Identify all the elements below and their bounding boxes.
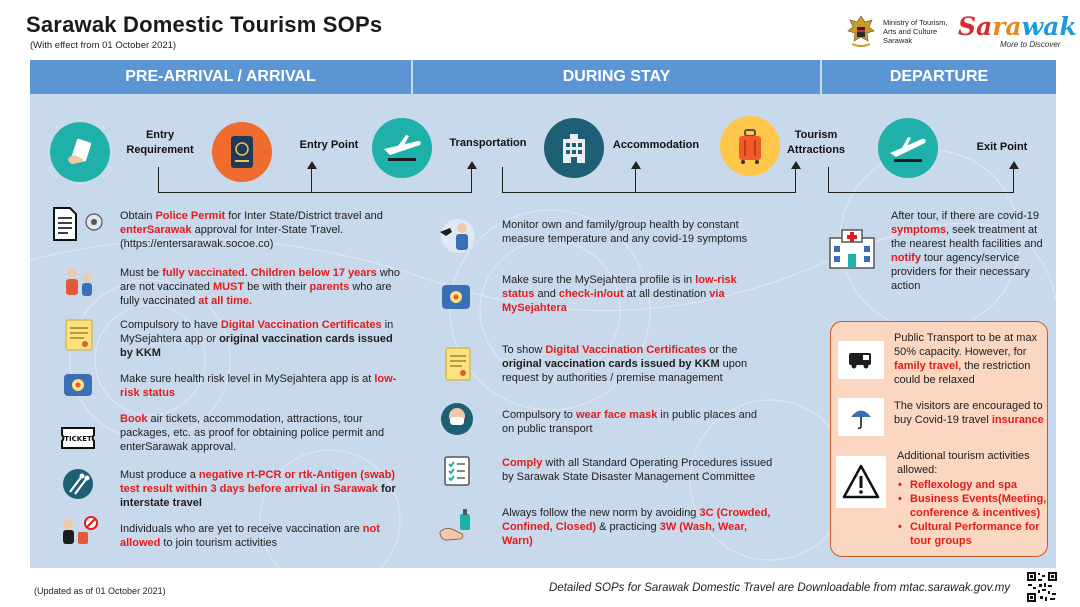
step-exit-point: Exit Point	[976, 141, 1028, 153]
body-text: or the	[706, 344, 738, 356]
body-text: The visitors are encouraged to buy Covid-19 travel	[894, 400, 1043, 426]
body-text: upon request by authorities / premise management	[502, 358, 748, 384]
during-stay-item	[502, 408, 772, 436]
highlight-text: 3C (Crowded, Confined, Closed)	[502, 507, 771, 533]
highlight-text: MUST	[212, 281, 245, 293]
during-stay-item	[502, 506, 772, 548]
body-text: After tour, if there are covid-19	[891, 210, 1039, 222]
body-text: Compulsory to	[502, 409, 576, 421]
hand-document-icon	[63, 135, 97, 169]
activity-item: • Business Events(Meeting, conference & incentives)	[898, 493, 1047, 519]
highlight-text: via MySejahtera	[502, 288, 725, 314]
airplane-departure-icon	[888, 133, 928, 163]
timeline-connector	[312, 167, 472, 193]
phase-during-stay: DURING STAY	[413, 60, 820, 94]
highlight-text: at all time.	[198, 295, 253, 307]
insurance-note	[894, 399, 1044, 427]
step-entry-requirement	[118, 128, 202, 158]
body-text: in public places and on public transport	[502, 409, 758, 435]
sarawak-logo: Sarawak	[958, 12, 1077, 41]
arrow-up-icon	[467, 161, 477, 169]
digital-certificate-icon	[444, 346, 472, 382]
step-tourism-attractions	[774, 128, 858, 158]
logo-tagline: More to Discover	[1000, 40, 1061, 49]
hand-sanitizer-icon	[436, 506, 476, 546]
ministry-line-2: Arts and Culture	[883, 27, 938, 36]
body-text: tour agency/service providers for their necessary action	[891, 252, 1030, 292]
body-text: who are not vaccinated	[120, 267, 401, 293]
step-label-line: Requirement	[126, 144, 194, 156]
updated-date: (Updated as of 01 October 2021)	[34, 586, 166, 596]
highlight-text: negative rt-PCR or rtk-Antigen (swab) test result within 3 days before arrival in Sarawak	[120, 469, 396, 495]
during-stay-item	[502, 218, 772, 246]
body-text: & practicing	[596, 521, 660, 533]
highlight-text: notify	[891, 252, 921, 264]
page-title: Sarawak Domestic Tourism SOPs	[26, 12, 383, 37]
body-text: be with their	[244, 281, 310, 293]
pre-arrival-item	[120, 412, 404, 454]
during-stay-item	[502, 273, 772, 315]
swab-test-icon	[62, 468, 94, 500]
pre-arrival-item	[120, 468, 404, 510]
timeline-connector	[828, 167, 1014, 193]
mysejahtera-app-icon	[62, 372, 94, 398]
face-mask-icon	[440, 402, 474, 436]
family-vaccinated-icon	[62, 266, 98, 300]
timeline-connector	[636, 167, 796, 193]
pre-arrival-item	[120, 372, 404, 400]
highlight-text: low-risk status	[502, 274, 737, 300]
step-accommodation: Accommodation	[612, 139, 700, 151]
activity-label: Cultural Performance for tour groups	[910, 521, 1040, 547]
airplane-icon	[382, 133, 422, 163]
departure-item	[891, 209, 1051, 293]
phase-departure: DEPARTURE	[822, 60, 1056, 94]
body-text: Must be	[120, 267, 163, 279]
pre-arrival-item	[120, 522, 404, 550]
body-text: and	[534, 288, 559, 300]
step-label-line: Tourism	[794, 129, 838, 141]
step-label-line: Entry	[145, 129, 175, 141]
timeline-connector	[158, 167, 312, 193]
highlight-text: Digital Vaccination Certificates	[220, 319, 382, 331]
body-text: Obtain	[120, 210, 156, 222]
activity-item: • Reflexology and spa	[898, 479, 1017, 491]
ministry-line-1: Ministry of Tourism,	[883, 18, 948, 27]
highlight-text: check-in/out	[558, 288, 624, 300]
not-allowed-icon	[58, 514, 100, 548]
body-text: Make sure the MySejahtera profile is in	[502, 274, 696, 286]
activity-label: Reflexology and spa	[910, 479, 1017, 491]
highlight-text: Police Permit	[155, 210, 226, 222]
highlight-text: 3W (Wash, Wear, Warn)	[502, 521, 748, 547]
pre-arrival-item	[120, 318, 404, 360]
ministry-line-3: Sarawak	[883, 36, 913, 45]
body-text: To show	[502, 344, 546, 356]
body-text: in MySejahtera app or	[120, 319, 394, 345]
luggage-icon	[735, 128, 765, 164]
bus-icon-box	[838, 341, 884, 379]
body-text: Public Transport to be at max 50% capacity. However, for	[894, 332, 1038, 358]
body-text: for Inter State/District travel and	[225, 210, 383, 222]
pre-arrival-item	[120, 209, 404, 251]
highlight-text: Book	[120, 413, 148, 425]
highlight-text: low-risk status	[120, 373, 397, 399]
arrow-up-icon	[1009, 161, 1019, 169]
activity-label: Business Events(Meeting, conference & incentives)	[910, 493, 1047, 519]
body-text: with all Standard Operating Procedures issued by Sarawak State Disaster Management Committee	[502, 457, 773, 483]
hospital-icon	[826, 228, 878, 270]
insurance-icon-box	[838, 398, 884, 436]
ministry-name	[883, 18, 963, 45]
public-transport-note	[894, 331, 1044, 387]
body-text: Always follow the new norm by avoiding	[502, 507, 700, 519]
step-label-line: Attractions	[786, 144, 846, 156]
body-text: , seek treatment at the nearest health facilities and	[891, 224, 1043, 250]
highlight-text: enterSarawak	[120, 224, 192, 236]
qr-code-icon[interactable]	[1026, 571, 1058, 603]
highlight-text: insurance	[991, 414, 1044, 426]
phase-pre-arrival: PRE-ARRIVAL / ARRIVAL	[30, 60, 411, 94]
highlight-text: Digital Vaccination Certificates	[545, 344, 707, 356]
body-text: , the restriction could be relaxed	[894, 360, 1031, 386]
highlight-text: family travel	[894, 360, 959, 372]
timeline-connector	[502, 167, 636, 193]
highlight-text: parents	[309, 281, 350, 293]
svg-text:TICKET: TICKET	[64, 435, 92, 443]
warning-icon-box	[836, 456, 886, 508]
activity-item: • Cultural Performance for tour groups	[898, 520, 1048, 548]
bold-text: original vaccination cards issued by KKM	[502, 358, 720, 370]
bus-icon	[847, 350, 875, 370]
additional-activities-intro: Additional tourism activities allowed:	[897, 450, 1030, 476]
police-permit-icon	[52, 206, 106, 242]
entry-requirement-circle	[50, 122, 110, 182]
during-stay-item	[502, 343, 772, 385]
highlight-text: symptoms	[891, 224, 947, 236]
body-text: Monitor own and family/group health by constant measure temperature and any covid-19 symptoms	[502, 219, 748, 245]
ministry-crest-icon	[846, 14, 876, 50]
download-note: Detailed SOPs for Sarawak Domestic Travel are Downloadable from mtac.sarawak.gov.my	[549, 582, 1011, 594]
additional-activities-list	[898, 478, 1048, 548]
during-stay-item	[502, 456, 782, 484]
highlight-text: wear face mask	[575, 409, 658, 421]
highlight-text: fully vaccinated. Children below 17 years	[162, 267, 377, 279]
body-text: approval for Inter-State Travel. (https://entersarawak.socoe.co)	[120, 224, 344, 250]
highlight-text: not allowed	[120, 523, 380, 549]
warning-icon	[841, 463, 881, 501]
step-entry-point: Entry Point	[299, 139, 359, 151]
bold-text: for interstate travel	[120, 483, 396, 509]
hotel-icon	[557, 131, 591, 165]
body-text: Individuals who are yet to receive vaccination are	[120, 523, 363, 535]
body-text: Make sure health risk level in MySejahtera app is at	[120, 373, 375, 385]
ticket-icon	[58, 422, 98, 454]
body-text: air tickets, accommodation, attractions, tour packages, etc. as proof for obtaining police permit and enterSarawak approval.	[120, 413, 385, 453]
body-text: to join tourism activities	[160, 537, 278, 549]
bold-text: original vaccination cards issued by KKM	[120, 333, 393, 359]
arrow-up-icon	[791, 161, 801, 169]
vaccination-certificate-icon	[64, 318, 94, 352]
mysejahtera-profile-icon	[440, 282, 472, 312]
body-text: who are fully vaccinated	[120, 281, 392, 307]
highlight-text: Comply	[502, 457, 543, 469]
body-text: Compulsory to have	[120, 319, 221, 331]
step-transportation: Transportation	[449, 137, 527, 149]
checklist-icon	[442, 454, 472, 488]
temperature-check-icon	[436, 216, 476, 254]
umbrella-insurance-icon	[848, 404, 874, 430]
passport-icon	[227, 134, 257, 170]
effective-date: (With effect from 01 October 2021)	[30, 40, 177, 51]
body-text: Must produce a	[120, 469, 199, 481]
pre-arrival-item	[120, 266, 404, 308]
body-text: at all destination	[623, 288, 710, 300]
